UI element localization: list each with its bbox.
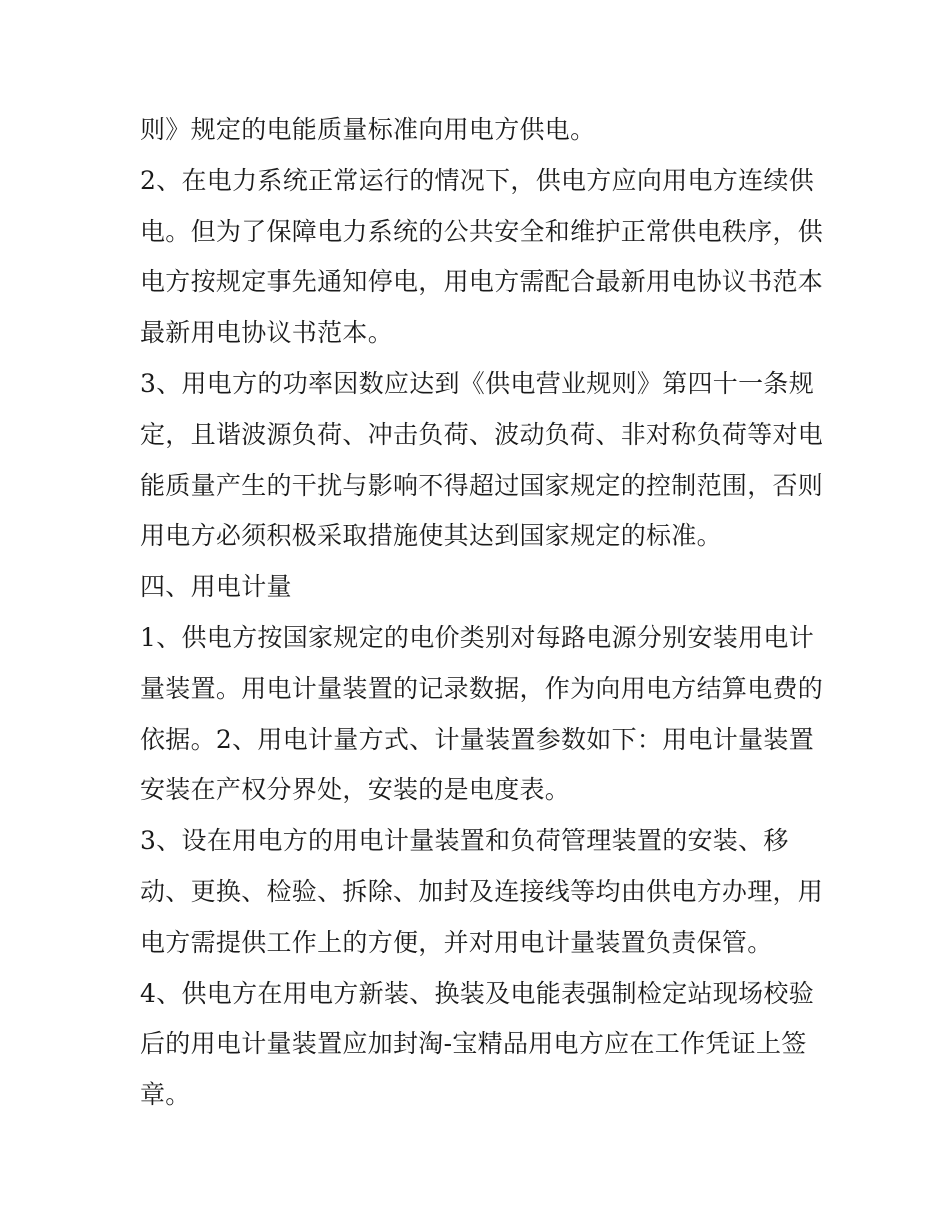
paragraph-standard-supply [140,105,820,156]
text-line: 后的用电计量装置应加封淘-宝精品用电方应在工作凭证上签 [140,1029,807,1059]
paragraph-metering-item-4 [140,969,820,1121]
text-line: 量装置。用电计量装置的记录数据，作为向用电方结算电费的 [140,673,824,703]
text-line: 电方按规定事先通知停电，用电方需配合最新用电协议书范本 [140,267,824,297]
text-line: 1、供电方按国家规定的电价类别对每路电源分别安装用电计 [140,622,815,652]
text-line: 2、在电力系统正常运行的情况下，供电方应向用电方连续供 [140,165,815,195]
text-line: 则》规定的电能质量标准向用电方供电。 [140,115,596,144]
paragraph-metering-item-1 [140,613,824,816]
section-heading-metering [140,562,820,613]
text-line: 用电方必须积极采取措施使其达到国家规定的标准。 [140,521,722,551]
paragraph-item-2-continuous-supply [140,156,824,359]
text-line: 安装在产权分界处，安装的是电度表。 [140,775,571,805]
text-line: 3、设在用电方的用电计量装置和负荷管理装置的安装、移 [140,826,789,856]
text-line: 3、用电方的功率因数应达到《供电营业规则》第四十一条规 [140,368,815,398]
paragraph-item-3-power-factor [140,359,824,562]
text-line: 章。 [140,1080,191,1110]
paragraph-metering-item-3 [140,816,824,968]
text-line: 最新用电协议书范本。 [140,318,394,348]
text-line: 电方需提供工作上的方便，并对用电计量装置负责保管。 [140,927,773,957]
text-line: 电。但为了保障电力系统的公共安全和维护正常供电秩序，供 [140,216,824,246]
text-line: 定，且谐波源负荷、冲击负荷、波动负荷、非对称负荷等对电 [140,419,824,449]
section-heading-text: 四、用电计量 [140,572,292,602]
text-line: 4、供电方在用电方新装、换装及电能表强制检定站现场校验 [140,978,815,1008]
document-body [140,105,824,1121]
text-line: 能质量产生的干扰与影响不得超过国家规定的控制范围，否则 [140,470,824,500]
text-line: 依据。2、用电计量方式、计量装置参数如下：用电计量装置 [140,724,815,754]
text-line: 动、更换、检验、拆除、加封及连接线等均由供电方办理，用 [140,876,824,906]
